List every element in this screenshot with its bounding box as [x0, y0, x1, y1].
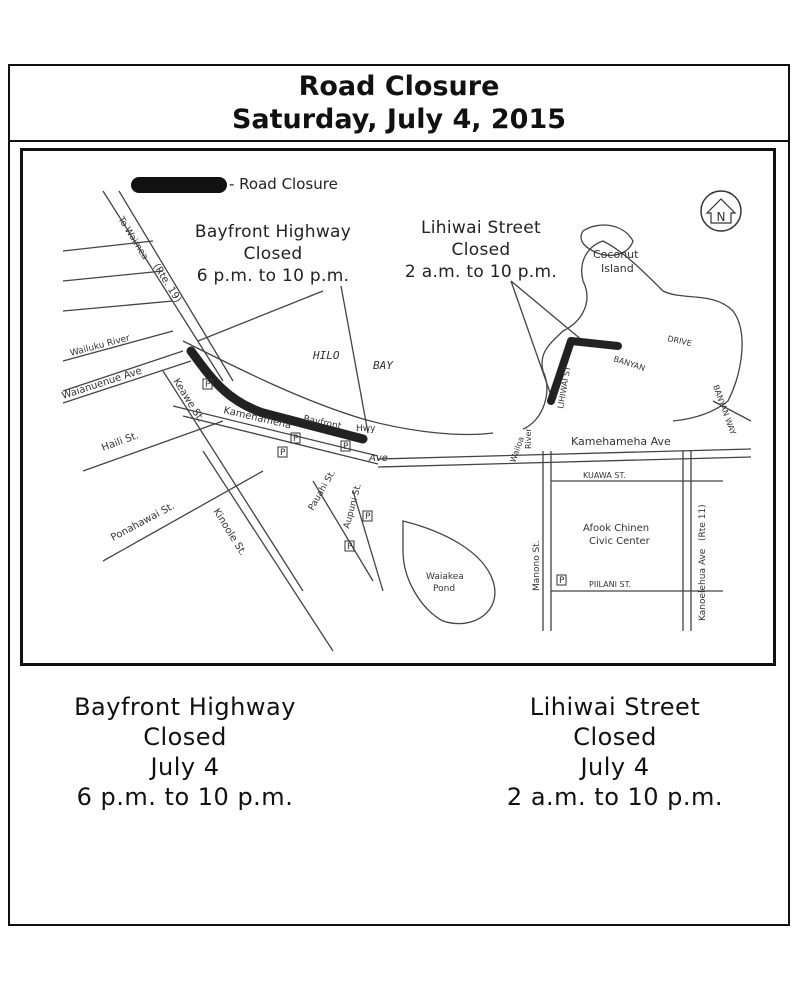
label-kamehameha-right: Kamehameha Ave [571, 435, 671, 448]
parking-icon: P [365, 512, 371, 522]
bottom-bayfront [40, 692, 330, 812]
road-grid-3 [63, 301, 173, 311]
map-legend [131, 175, 338, 193]
label-hilo: HILO [313, 349, 340, 362]
callout-lihiwai-status: Closed [451, 240, 511, 260]
parking-icon: P [293, 434, 299, 444]
parking-icon: P [205, 380, 211, 390]
label-waiakea: Waiakea [426, 572, 464, 582]
bottom-bayfront-road: Bayfront Highway [74, 693, 296, 721]
bottom-bayfront-time: 6 p.m. to 10 p.m. [76, 783, 294, 811]
parking-icon: P [559, 576, 565, 586]
road-kam-main-b [378, 457, 751, 467]
label-to-waimea: To Waimea [115, 215, 150, 262]
callout-lihiwai [391, 217, 571, 283]
label-piilani: PIILANI ST. [589, 580, 632, 589]
callout-lihiwai-road: Lihiwai Street [421, 218, 541, 238]
bottom-lihiwai [470, 692, 760, 812]
bottom-lihiwai-time: 2 a.m. to 10 p.m. [506, 783, 724, 811]
parking-icon: P [343, 442, 349, 452]
label-bay: BAY [373, 359, 393, 372]
legend-label: - Road Closure [229, 175, 338, 193]
label-waianuenue: Waianuenue Ave [60, 365, 144, 402]
road-grid-2 [63, 271, 163, 281]
road-kam-main [378, 449, 751, 459]
svg-text:N: N [716, 210, 726, 224]
bottom-lihiwai-road: Lihiwai Street [529, 693, 701, 721]
label-island: Island [601, 262, 634, 275]
bottom-bayfront-status: Closed [143, 723, 227, 751]
title-date: Saturday, July 4, 2015 [231, 104, 567, 135]
label-rte19: (Rte. 19) [150, 261, 184, 305]
label-aupuni: Aupuni St. [342, 482, 364, 530]
label-haili: Haili St. [100, 430, 141, 454]
callout-bayfront [183, 221, 363, 287]
bottom-bayfront-date: July 4 [150, 753, 220, 781]
bottom-lihiwai-status: Closed [573, 723, 657, 751]
label-river: River [524, 428, 533, 449]
bottom-lihiwai-date: July 4 [580, 753, 650, 781]
label-hwy: Hwy [356, 424, 376, 434]
label-lihiwai-st: LIHIWAI ST [556, 365, 573, 410]
title-heading: Road Closure [298, 71, 500, 102]
callout-left-pointer-a [198, 291, 323, 341]
label-bayfront: Bayfront [302, 414, 343, 432]
callout-bayfront-road: Bayfront Highway [194, 222, 352, 242]
label-kanoelehua: Kanoelehua Ave [698, 548, 708, 621]
label-afook-1: Afook Chinen [583, 523, 650, 534]
label-banyan: BANYAN [612, 354, 647, 373]
label-ponahawai: Ponahawai St. [109, 500, 177, 544]
north-arrow-icon [701, 191, 741, 231]
label-drive: DRIVE [666, 334, 693, 349]
label-wailuku-river: Wailuku River [69, 333, 132, 359]
label-banyan-way: BANYAN WAY [711, 383, 738, 436]
label-rte11: (Rte 11) [698, 504, 708, 541]
callout-bayfront-status: Closed [243, 244, 303, 264]
label-wailoa: Wailoa [508, 435, 526, 464]
title-block [8, 64, 790, 142]
label-kuawa: KUAWA ST. [583, 471, 626, 480]
label-manono: Manono St. [532, 540, 542, 591]
callout-bayfront-time: 6 p.m. to 10 p.m. [196, 266, 350, 286]
label-pond: Pond [433, 584, 456, 594]
label-kamehameha-left: Kamehameha [222, 405, 293, 432]
label-coconut: Coconut [593, 248, 639, 261]
label-ave: Ave [369, 453, 388, 464]
parking-icon: P [280, 448, 286, 458]
label-afook-2: Civic Center [589, 536, 650, 547]
callout-left-pointer-b [341, 286, 368, 433]
label-pauahi: Pauahi St. [306, 468, 339, 513]
closure-swatch [131, 177, 227, 193]
closure-map [20, 148, 776, 666]
parking-icon: P [347, 542, 353, 552]
label-keawe: Keawe St. [170, 376, 206, 425]
label-kinoole: Kinoole St. [210, 506, 249, 558]
callout-lihiwai-time: 2 a.m. to 10 p.m. [404, 262, 558, 282]
